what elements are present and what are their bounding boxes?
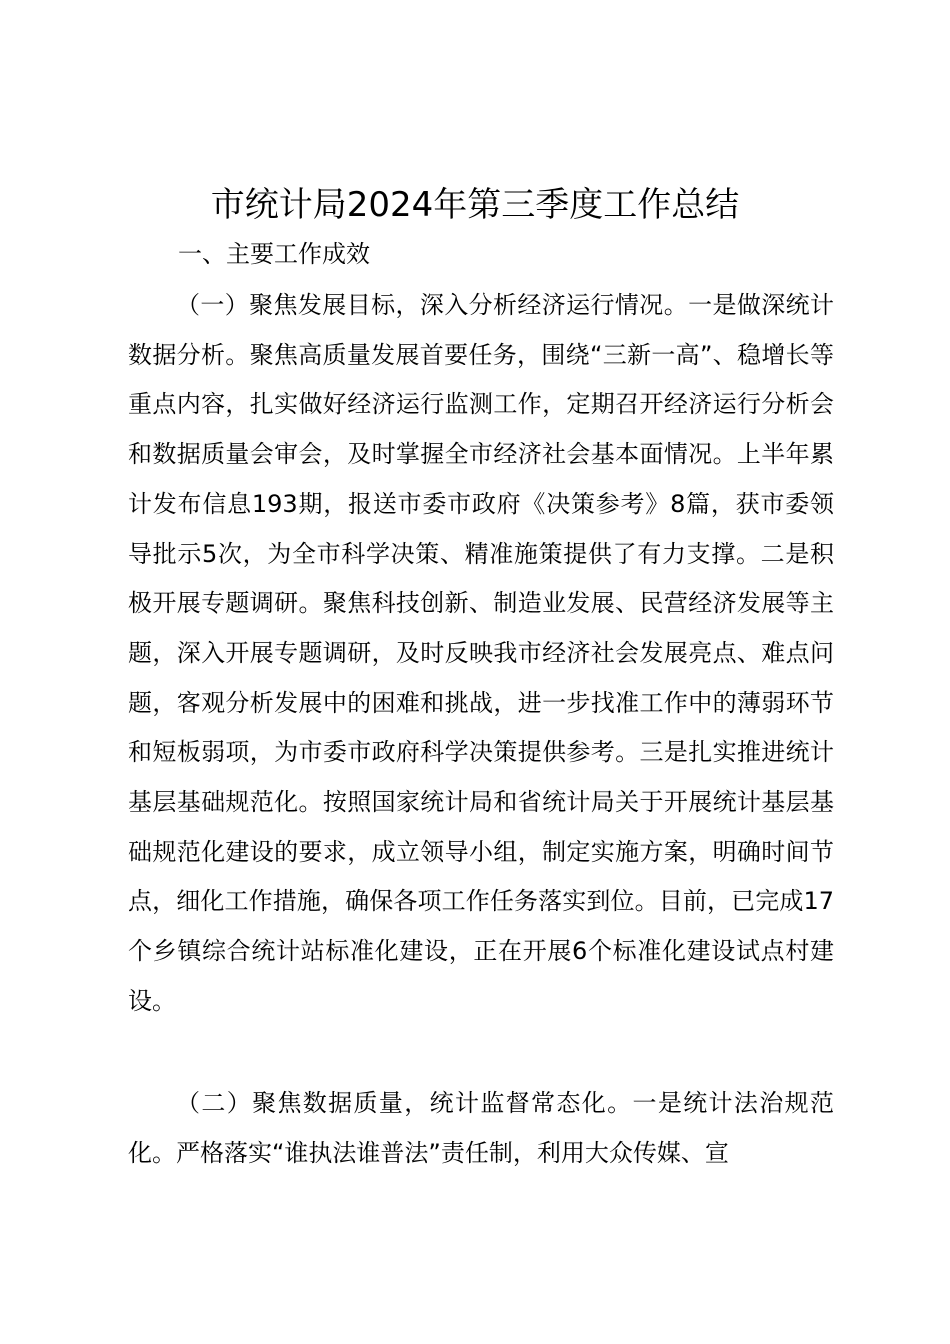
paragraph-data-quality: （二）聚焦数据质量，统计监督常态化。一是统计法治规范化。严格落实“谁执法谁普法”责任制，利用大众传媒、宣 bbox=[128, 1089, 834, 1167]
paragraph-development-goals: （一）聚焦发展目标，深入分析经济运行情况。一是做深统计数据分析。聚焦高质量发展首要任务，围绕“三新一高”、稳增长等重点内容，扎实做好经济运行监测工作，定期召开经济运行分析会和数据质量会审会，及时掌握全市经济社会基本面情况。上半年累计发布信息193期，报送市委市政府《决策参考》8篇，获市委领导批示5次，为全市科学决策、精准施策提供了有力支撑。二是积极开展专题调研。聚焦科技创新、制造业发展、民营经济发展等主题，深入开展专题调研，及时反映我市经济社会发展亮点、难点问题，客观分析发展中的困难和挑战，进一步找准工作中的薄弱环节和短板弱项，为市委市政府科学决策提供参考。三是扎实推进统计基层基础规范化。按照国家统计局和省统计局关于开展统计基层基础规范化建设的要求，成立领导小组，制定实施方案，明确时间节点，细化工作措施，确保各项工作任务落实到位。目前，已完成17个乡镇综合统计站标准化建设，正在开展6个标准化建设试点村建设。 bbox=[128, 291, 834, 1015]
document-title: 市统计局2024年第三季度工作总结 bbox=[210, 185, 740, 225]
section-heading-main-achievements: 一、主要工作成效 bbox=[178, 240, 370, 268]
